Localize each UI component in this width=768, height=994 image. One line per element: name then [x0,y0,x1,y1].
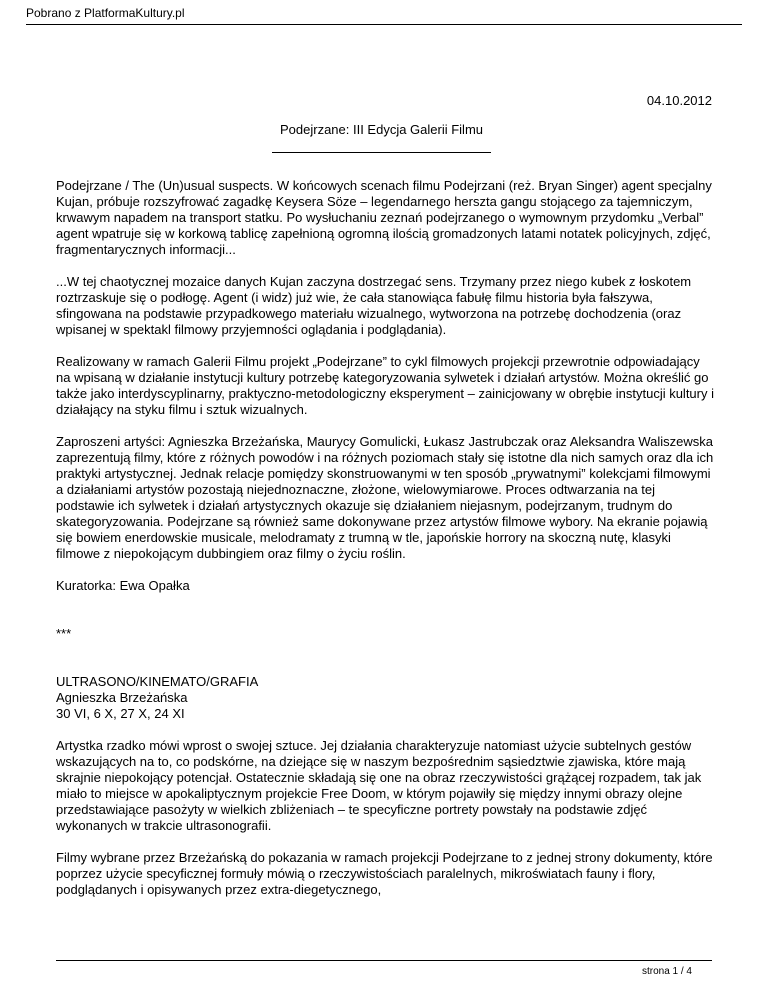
paragraph-6: Filmy wybrane przez Brzeżańską do pokazania w ramach projekcji Podejrzane to z jednej strony dokumenty, które poprzez użycie specyficznej formuły mówią o rzeczywistościach paralelnych, mikroświatach fauny i flory, podglądanych i opisywanych przez extra-diegetycznego, [56,850,713,897]
source-label: Pobrano z PlatformaKultury.pl [26,6,185,20]
footer-rule [56,960,712,961]
section-artist: Agnieszka Brzeżańska [56,690,188,705]
page-header [26,0,742,25]
article-title: Podejrzane: III Edycja Galerii Filmu [279,122,484,137]
article-date: 04.10.2012 [646,93,712,108]
title-block [272,122,491,153]
separator: *** [56,626,72,641]
paragraph-3: Realizowany w ramach Galerii Filmu projekt „Podejrzane” to cykl filmowych projekcji przewrotnie odpowiadający na wpisaną w działanie instytucji kultury potrzebę kategoryzowania sylwetek i działań artystów. Można określić go także jako interdyscyplinarny, praktyczno-metodologiczny eksperyment – zainicjowany w obrębie instytucji kultury i działający na styku filmu i sztuk wizualnych. [56,354,714,417]
paragraph-2: ...W tej chaotycznej mozaice danych Kujan zaczyna dostrzegać sens. Trzymany przez niego kubek z łoskotem roztrzaskuje się o podłogę. Agent (i widz) już wie, że cała stanowiąca fabułę filmu historia była fałszywa, sfingowana na podstawie przypadkowego materiału wizualnego, wytworzona na potrzebę dochodzenia (oraz wpisanej w spektakl filmowy przyjemności oglądania i podglądania). [56,274,692,337]
paragraph-1: Podejrzane / The (Un)usual suspects. W końcowych scenach filmu Podejrzani (reż. Bryan Singer) agent specjalny Kujan, próbuje rozszyfrować zagadkę Keysera Söze – legendarnego herszta gangu stojącego za tajemniczym, krwawym napadem na transport statku. Po wysłuchaniu zeznań podejrzanego o wymownym przydomku „Verbal” agent wpatruje się w korkową tablicę zapełnioną ogromną ilością gromadzonych latami notatek policyjnych, zdjęć, fragmentarycznych informacji... [56,178,712,257]
paragraph-4: Zaproszeni artyści: Agnieszka Brzeżańska, Maurycy Gomulicki, Łukasz Jastrubczak oraz Aleksandra Waliszewska zaprezentują filmy, które z różnych powodów i na różnych poziomach stały się istotne dla nich samych oraz dla ich praktyki artystycznej. Jednak relacje pomiędzy skonstruowanymi w ten sposób „prywatnymi” kolekcjami filmowymi a działaniami artystów pozostają niejednoznaczne, złożone, wielowymiarowe. Proces odtwarzania na tej podstawie ich sylwetek i działań artystycznych okazuje się działaniem niejasnym, podejrzanym, trudnym do skategoryzowania. Podejrzane są również same dokonywane przez artystów filmowe wybory. Na ekranie pojawią się bowiem enerdowskie musicale, melodramaty z trumną w tle, japońskie horrory na skoczną nutę, klasyki filmowe z niepokojącym dubbingiem oraz filmy o życiu roślin. [56,434,714,561]
curator-line: Kuratorka: Ewa Opałka [56,578,190,593]
page-number: strona 1 / 4 [641,966,692,977]
paragraph-5: Artystka rzadko mówi wprost o swojej sztuce. Jej działania charakteryzuje natomiast użycie subtelnych gestów wskazujących na to, co podskórne, na dziejące się w naszym bezpośrednim sąsiedztwie zjawiska, które mają skrajnie niepokojący potencjał. Ostatecznie składają się one na obraz rzeczywistości grążącej rozpadem, tak jak miało to miejsce w apokaliptycznym projekcie Free Doom, w którym pojawiły się między innymi obrazy olejne przedstawiające pasożyty w wielkich zbliżeniach – te specyficzne portrety powstały na podstawie zdjęć wykonanych w trakcie ultrasonografii. [56,738,702,833]
section-block [56,674,716,722]
article-body [56,178,716,914]
section-heading: ULTRASONO/KINEMATO/GRAFIA [56,674,259,689]
section-dates: 30 VI, 6 X, 27 X, 24 XI [56,706,185,721]
